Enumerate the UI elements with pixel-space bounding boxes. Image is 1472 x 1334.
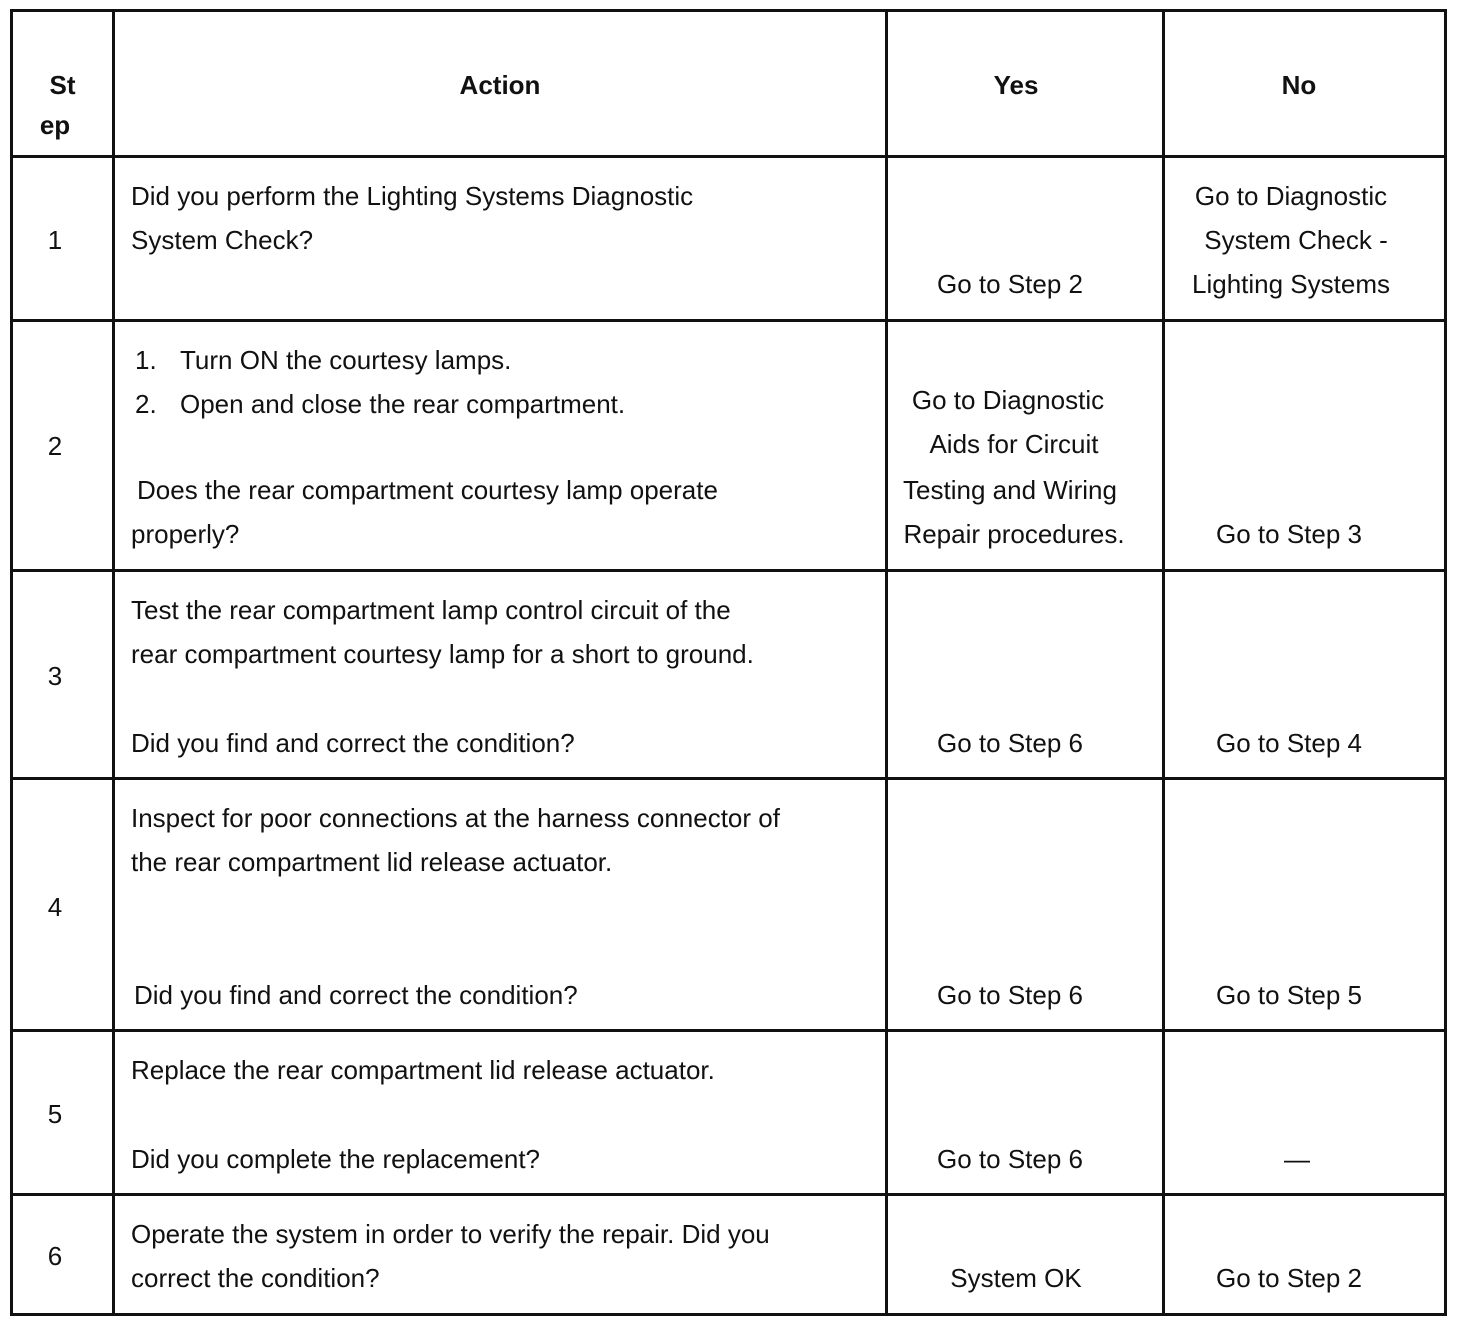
action-text: the rear compartment lid release actuator.: [131, 847, 613, 877]
yes-action: Go to Step 6: [937, 1144, 1083, 1174]
list-item: Turn ON the courtesy lamps.: [180, 345, 512, 375]
row-divider: [10, 777, 1447, 780]
header-no: No: [1281, 70, 1317, 100]
yes-action: Repair procedures.: [903, 519, 1125, 549]
row-divider: [10, 319, 1447, 322]
table-border-top: [10, 9, 1447, 12]
row-divider: [10, 1193, 1447, 1196]
action-question: Did you complete the replacement?: [131, 1144, 541, 1174]
yes-action: Go to Diagnostic: [911, 385, 1105, 415]
step-number: 2: [47, 431, 63, 461]
header-step-line1: St: [49, 70, 76, 100]
step-number: 3: [47, 661, 63, 691]
no-action: Go to Diagnostic: [1194, 181, 1388, 211]
no-action: Go to Step 3: [1216, 519, 1362, 549]
step-number: 4: [47, 892, 63, 922]
no-action: Go to Step 5: [1216, 980, 1362, 1010]
yes-action: Go to Step 6: [937, 980, 1083, 1010]
no-action: Go to Step 2: [1216, 1263, 1362, 1293]
no-action: Go to Step 4: [1216, 728, 1362, 758]
no-action: —: [1284, 1144, 1310, 1174]
yes-action: Go to Step 2: [937, 269, 1083, 299]
action-text: Test the rear compartment lamp control circuit of the: [131, 595, 731, 625]
list-item: Open and close the rear compartment.: [180, 389, 626, 419]
no-action: System Check -: [1204, 225, 1388, 255]
step-number: 5: [47, 1099, 63, 1129]
column-divider: [885, 9, 888, 1316]
list-item-number: 2.: [135, 389, 157, 419]
action-text: Inspect for poor connections at the harness connector of: [131, 803, 780, 833]
yes-action: Aids for Circuit: [929, 429, 1099, 459]
action-text: Operate the system in order to verify the repair. Did you: [131, 1219, 770, 1249]
column-divider: [112, 9, 115, 1316]
step-number: 6: [47, 1241, 63, 1271]
action-text: Did you perform the Lighting Systems Diagnostic: [131, 181, 694, 211]
step-number: 1: [47, 225, 63, 255]
row-divider: [10, 1029, 1447, 1032]
header-yes: Yes: [993, 70, 1039, 100]
header-action: Action: [459, 70, 541, 100]
action-question: Did you find and correct the condition?: [131, 728, 575, 758]
header-step-line2: ep: [39, 110, 71, 140]
yes-action: Go to Step 6: [937, 728, 1083, 758]
table-border-right: [1444, 9, 1447, 1316]
action-question: properly?: [131, 519, 240, 549]
yes-action: System OK: [950, 1263, 1082, 1293]
no-action: Lighting Systems: [1192, 269, 1390, 299]
yes-action: Testing and Wiring: [903, 475, 1117, 505]
action-question: Does the rear compartment courtesy lamp operate: [137, 475, 718, 505]
row-divider: [10, 155, 1447, 158]
action-text: Replace the rear compartment lid release actuator.: [131, 1055, 715, 1085]
list-item-number: 1.: [135, 345, 157, 375]
row-divider: [10, 569, 1447, 572]
table-border-bottom: [10, 1313, 1447, 1316]
action-text: System Check?: [131, 225, 314, 255]
action-question: Did you find and correct the condition?: [134, 980, 578, 1010]
action-text: correct the condition?: [131, 1263, 380, 1293]
action-text: rear compartment courtesy lamp for a short to ground.: [131, 639, 754, 669]
